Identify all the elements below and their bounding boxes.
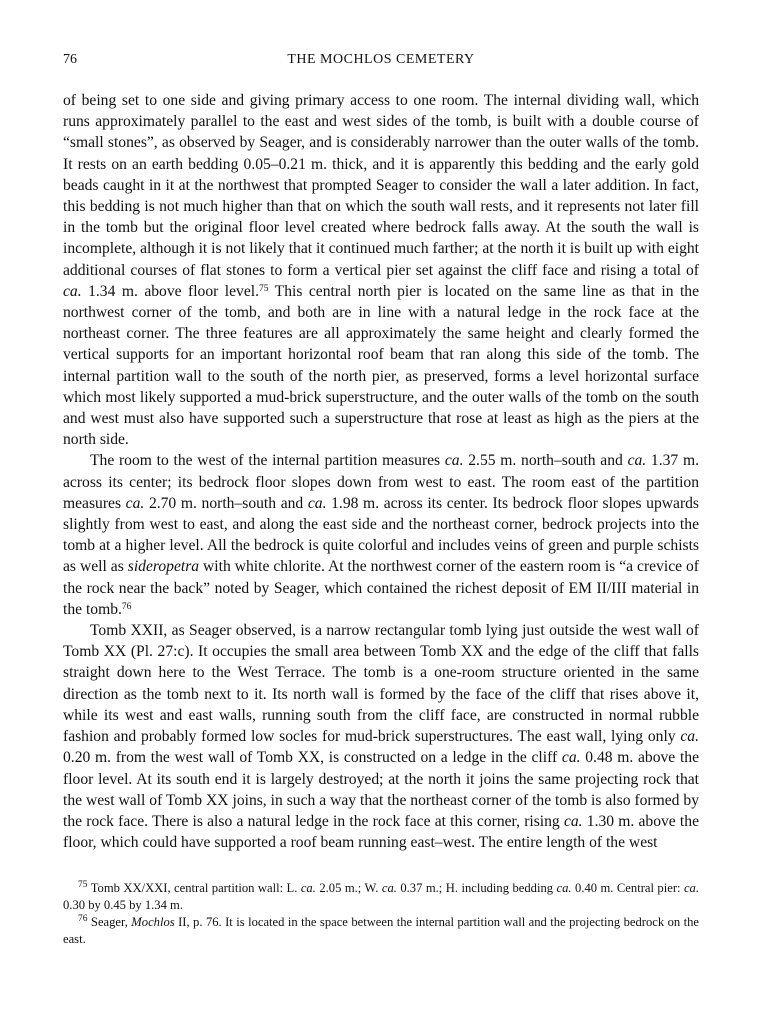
text-run: 1.98 m. across its center. Its bedrock floor slopes upwards slightly from west to east, and along the east side and the northeast corner, bedrock projects into the tomb at a higher level. All the bedrock is quite colorful and includes veins of green and purple schists as well as xyxy=(63,494,700,576)
text-run: 1.34 m. above floor level. xyxy=(81,282,259,300)
text-run: The room to the west of the internal partition measures xyxy=(90,452,445,470)
italic-text: ca. xyxy=(300,881,316,895)
italic-text: ca. xyxy=(125,494,145,512)
text-run: II, p. 76. It is located in the space between the internal partition wall and the projecting bedrock on the east. xyxy=(63,915,699,946)
italic-text: ca. xyxy=(444,452,464,470)
page-header xyxy=(63,50,699,70)
text-run: Tomb XXII, as Seager observed, is a narrow rectangular tomb lying just outside the west wall of Tomb XX (Pl. 27:c). It occupies the small area between Tomb XX and the edge of the cliff that falls straight down here to the West Terrace. The tomb is a one-room structure oriented in the same direction as the tomb next to it. Its north wall is formed by the face of the cliff that rises above it, while its west and east walls, running south from the cliff face, are constructed in normal rubble fashion and probably formed low socles for mud-brick superstructures. The east wall, lying only xyxy=(63,622,699,746)
italic-text: Mochlos xyxy=(131,915,175,929)
running-title: THE MOCHLOS CEMETERY xyxy=(287,52,475,67)
italic-text: ca. xyxy=(563,812,583,830)
text-run: 2.70 m. north–south and xyxy=(144,494,308,512)
text-run: 1.37 m. across its center; its bedrock floor slopes down from west to east. The room east of the partition measures xyxy=(63,452,699,512)
paragraph xyxy=(63,620,699,853)
text-run: 2.55 m. north–south and xyxy=(463,452,628,470)
italic-text: ca. xyxy=(63,282,82,300)
page-number: 76 xyxy=(63,52,77,67)
text-run: 0.48 m. above the floor level. At its south end it is largely destroyed; at the north it joins the same projecting rock that the west wall of Tomb XX joins, in such a way that the northeast corner of the tomb is also formed by the rock face. There is also a natural ledge in the rock face at this corner, rising xyxy=(63,749,699,830)
paragraph xyxy=(63,90,699,450)
paragraph xyxy=(63,450,699,620)
text-run: 1.30 m. above the floor, which could have supported a roof beam running east–west. The entire length of the west xyxy=(63,812,699,852)
footnote-ref: 76 xyxy=(121,601,132,612)
text-run: 0.40 m. Central pier: xyxy=(571,881,684,895)
italic-text: ca. xyxy=(561,749,581,767)
body-text xyxy=(63,90,699,853)
footnote-ref: 75 xyxy=(78,879,88,890)
italic-text: ca. xyxy=(680,728,699,746)
text-run: of being set to one side and giving primary access to one room. The internal dividing wall, which runs approximately parallel to the east and west sides of the tomb, is built with a double course of “small stones”, as observed by Seager, and is considerably narrower than the outer walls of the tomb. It rests on an earth bedding 0.05–0.21 m. thick, and it is apparently this bedding and the early gold beads caught in it at the northwest that prompted Seager to consider the wall a later addition. In fact, this bedding is not much higher than that on which the south wall rests, and it represents not later fill in the tomb but the original floor level created where bedrock falls away. At the south the wall is incomplete, although it is not likely that it continued much farther; at the north it is built up with eight additional courses of flat stones to form a vertical pier set against the cliff face and rising a total of xyxy=(63,92,699,279)
text-run: 0.30 by 0.45 by 1.34 m. xyxy=(63,898,183,912)
footnote xyxy=(63,880,699,914)
text-run: Tomb XX/XXI, central partition wall: L. xyxy=(87,881,301,895)
italic-text: ca. xyxy=(307,494,327,512)
italic-text: ca. xyxy=(556,881,572,895)
footnotes xyxy=(63,880,699,948)
footnote-ref: 76 xyxy=(78,913,88,924)
italic-text: ca. xyxy=(683,881,700,895)
italic-text: ca. xyxy=(381,881,397,895)
text-run: This central north pier is located on the same line as that in the northwest corner of the tomb, and both are in line with a natural ledge in the rock face at the northeast corner. The three features are all approximately the same height and clearly formed the vertical supports for an important horizontal roof beam that ran along this side of the tomb. The internal partition wall to the south of the north pier, as preserved, forms a level horizontal surface which most likely supported a mud-brick superstructure, and the outer walls of the tomb on the south and west must also have supported such a superstructure that rose at least as high as the piers at the north side. xyxy=(63,282,700,449)
italic-text: ca. xyxy=(627,452,647,470)
footnote-ref: 75 xyxy=(259,283,269,294)
text-run: 0.37 m.; H. including bedding xyxy=(396,881,557,895)
text-run: Seager, xyxy=(87,915,132,929)
footnote xyxy=(63,914,699,948)
italic-text: sideropetra xyxy=(127,558,200,576)
text-run: 2.05 m.; W. xyxy=(315,881,382,895)
text-run: 0.20 m. from the west wall of Tomb XX, is constructed on a ledge in the cliff xyxy=(63,749,562,767)
text-run: with white chlorite. At the northwest corner of the eastern room is “a crevice of the rock near the back” noted by Seager, which contained the richest deposit of EM II/III material in the tomb. xyxy=(63,558,699,618)
